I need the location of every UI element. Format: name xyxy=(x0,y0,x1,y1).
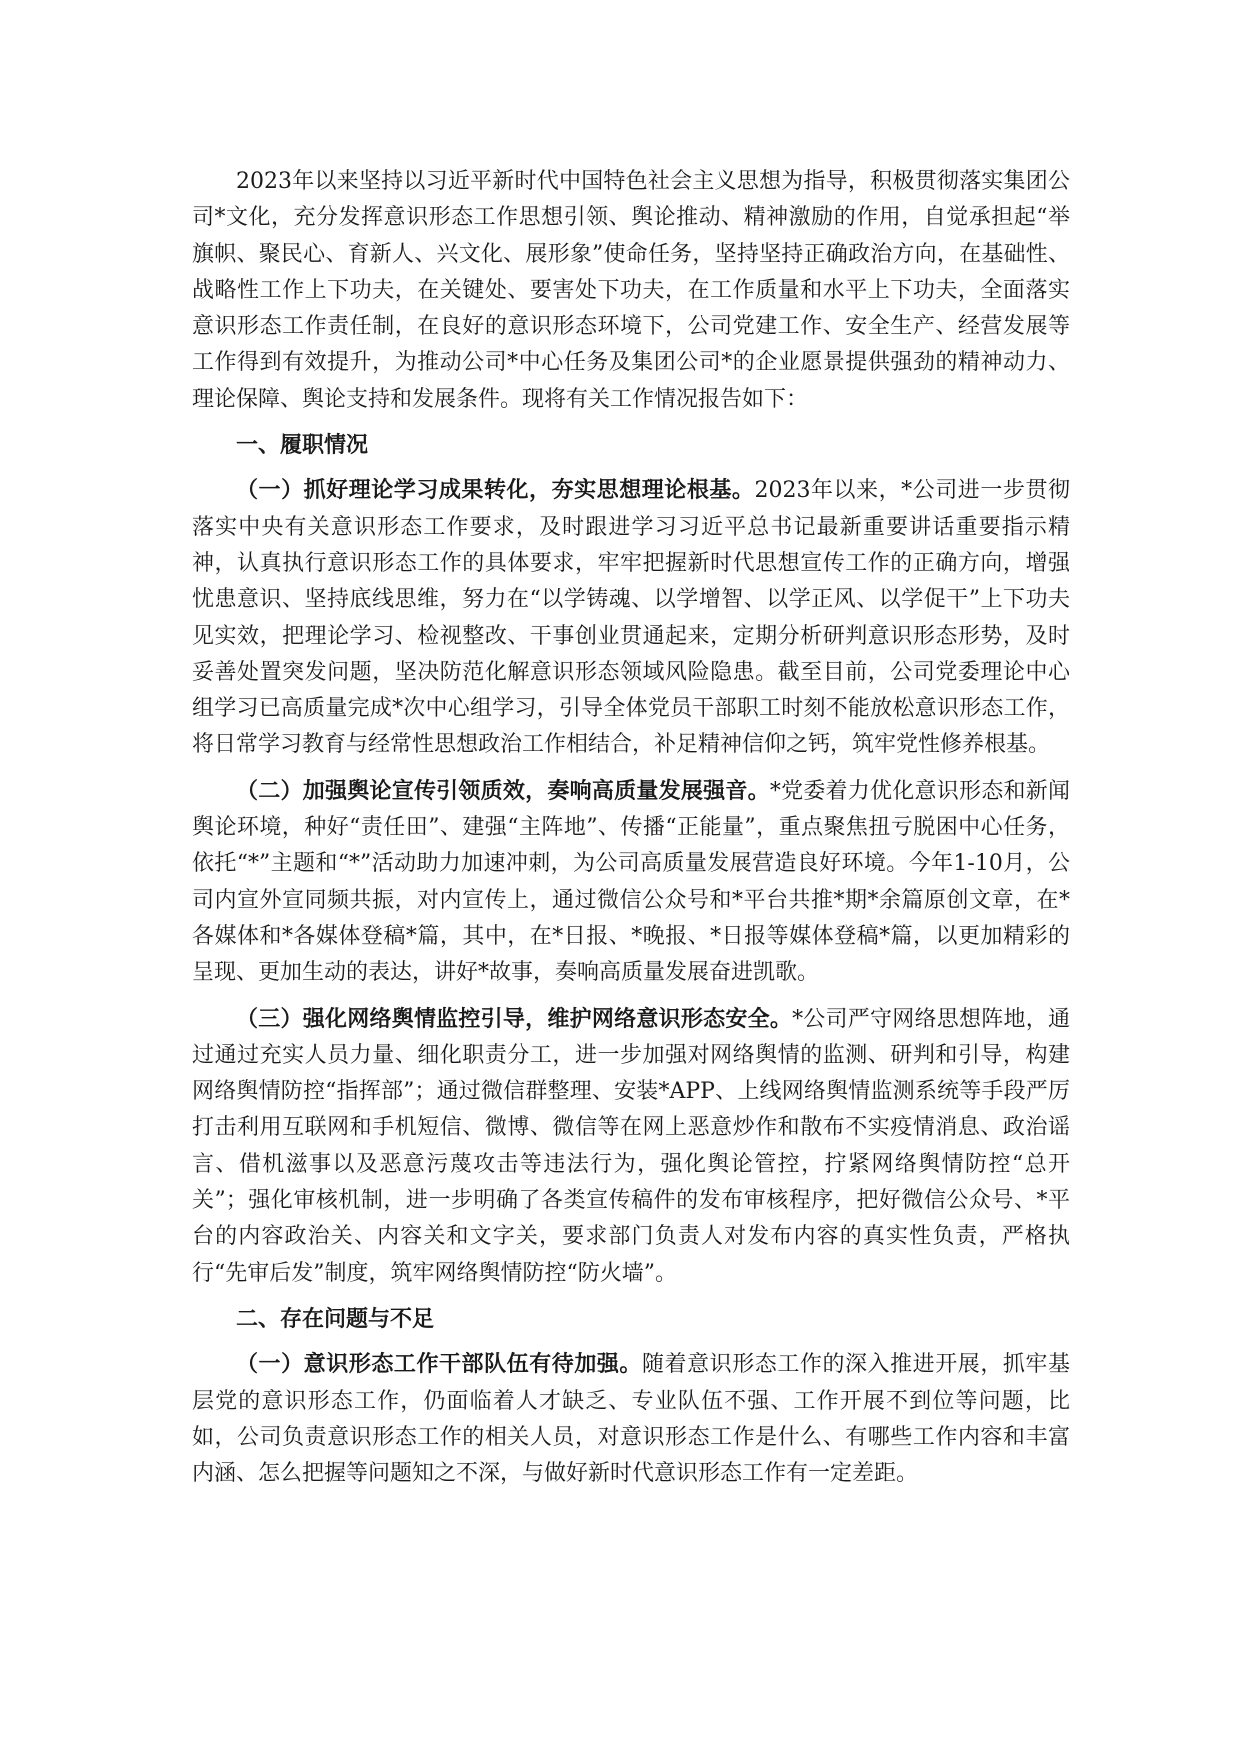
item-body-text: *党委着力优化意识形态和新闻舆论环境，种好“责任田”、建强“主阵地”、传播“正能量”，重点聚焦扭亏脱困中心任务，依托“*”主题和“*”活动助力加速冲刺，为公司高质量发展营造良好环境。今年1-10月，公司内宣外宣同频共振，对内宣传上，通过微信公众号和*平台共推*期*余篇原创文章，在*各媒体和*各媒体登稿*篇，其中，在*日报、*晚报、*日报等媒体登稿*篇，以更加精彩的呈现、更加生动的表达，讲好*故事，奏响高质量发展奋进凯歌。 xyxy=(192,778,1070,986)
item-lead-title: （三）强化网络舆情监控引导，维护网络意识形态安全。 xyxy=(236,1005,793,1032)
item-lead-title: （一）意识形态工作干部队伍有待加强。 xyxy=(236,1351,642,1378)
item-lead-title: （一）抓好理论学习成果转化，夯实思想理论根基。 xyxy=(236,477,755,504)
section-heading-performance: 一、履职情况 xyxy=(236,432,369,459)
item-lead-title: （二）加强舆论宣传引领质效，奏响高质量发展强音。 xyxy=(236,777,770,804)
section1-item-1 xyxy=(192,472,1070,763)
section1-item-2 xyxy=(192,773,1070,992)
item-body-text: *公司严守网络思想阵地，通过通过充实人员力量、细化职责分工，进一步加强对网络舆情的监测、研判和引导，构建网络舆情防控“指挥部”；通过微信群整理、安装*APP、上线网络舆情监测系统等手段严厉打击利用互联网和手机短信、微博、微信等在网上恶意炒作和散布不实疫情消息、政治谣言、借机滋事以及恶意污蔑攻击等违法行为，强化舆论管控，拧紧网络舆情防控“总开关”；强化审核机制，进一步明确了各类宣传稿件的发布审核程序，把好微信公众号、*平台的内容政治关、内容关和文字关，要求部门负责人对发布内容的真实性负责，严格执行“先审后发”制度，筑牢网络舆情防控“防火墙”。 xyxy=(192,1006,1070,1286)
intro-paragraph: 2023年以来坚持以习近平新时代中国特色社会主义思想为指导，积极贯彻落实集团公司*文化，充分发挥意识形态工作思想引领、舆论推动、精神激励的作用，自觉承担起“举旗帜、聚民心、育新人、兴文化、展形象”使命任务，坚持坚持正确政治方向，在基础性、战略性工作上下功夫，在关键处、要害处下功夫，在工作质量和水平上下功夫，全面落实意识形态工作责任制，在良好的意识形态环境下，公司党建工作、安全生产、经营发展等工作得到有效提升，为推动公司*中心任务及集团公司*的企业愿景提供强劲的精神动力、理论保障、舆论支持和发展条件。现将有关工作情况报告如下： xyxy=(192,169,1071,412)
section1-item-3 xyxy=(192,1001,1070,1292)
document-body xyxy=(192,164,1070,1492)
item-body-text: 2023年以来，*公司进一步贯彻落实中央有关意识形态工作要求，及时跟进学习习近平总书记最新重要讲话重要指示精神，认真执行意识形态工作的具体要求，牢牢把握新时代思想宣传工作的正确方向，增强忧患意识、坚持底线思维，努力在“以学铸魂、以学增智、以学正风、以学促干”上下功夫见实效，把理论学习、检视整改、干事创业贯通起来，定期分析研判意识形态形势，及时妥善处置突发问题，坚决防范化解意识形态领域风险隐患。截至目前，公司党委理论中心组学习已高质量完成*次中心组学习，引导全体党员干部职工时刻不能放松意识形态工作，将日常学习教育与经常性思想政治工作相结合，补足精神信仰之钙，筑牢党性修养根基。 xyxy=(192,478,1070,758)
section-heading-problems: 二、存在问题与不足 xyxy=(236,1305,435,1332)
item-body-text: 随着意识形态工作的深入推进开展，抓牢基层党的意识形态工作，仍面临着人才缺乏、专业队伍不强、工作开展不到位等问题，比如，公司负责意识形态工作的相关人员，对意识形态工作是什么、有哪些工作内容和丰富内涵、怎么把握等问题知之不深，与做好新时代意识形态工作有一定差距。 xyxy=(192,1352,1070,1487)
section2-item-1 xyxy=(192,1346,1070,1492)
